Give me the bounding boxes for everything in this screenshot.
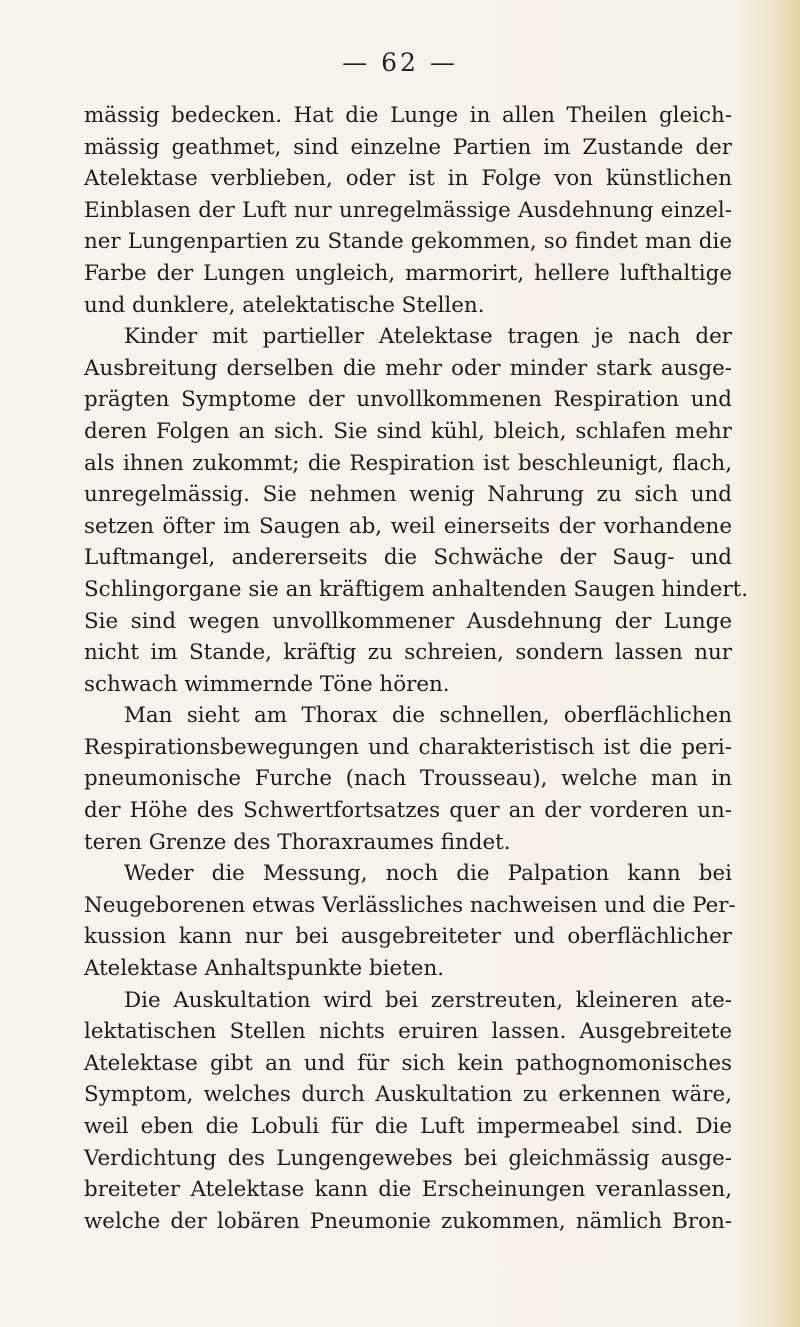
text-line: prägten Symptome der unvollkommenen Respiration und [84, 387, 732, 413]
text-line: Respirationsbewegungen und charakteristisch ist die peri- [84, 734, 732, 760]
paragraph [84, 985, 732, 1238]
page-number: — 62 — [342, 48, 458, 77]
text-line: kussion kann nur bei ausgebreiteter und oberflächlicher [84, 924, 732, 950]
text-line: mässig bedecken. Hat die Lunge in allen Theilen gleich- [84, 103, 732, 128]
text-line: deren Folgen an sich. Sie sind kühl, bleich, schlafen mehr [84, 418, 732, 444]
text-line: breiteter Atelektase kann die Erscheinungen veranlassen, [84, 1177, 732, 1203]
text-line: Verdichtung des Lungengewebes bei gleichmässig ausge- [84, 1145, 732, 1171]
text-line: Schlingorgane sie an kräftigem anhaltenden Saugen hindert. [84, 576, 749, 602]
text-line: Die Auskultation wird bei zerstreuten, kleineren ate- [124, 987, 732, 1013]
text-line: Man sieht am Thorax die schnellen, oberflächlichen [124, 703, 732, 729]
body-text [84, 100, 749, 1237]
text-line: pneumonische Furche (nach Trousseau), welche man in [84, 766, 732, 792]
text-line: Neugeborenen etwas Verlässliches nachweisen und die Per- [84, 892, 736, 918]
text-line: Atelektase verblieben, oder ist in Folge von künstlichen [84, 166, 732, 192]
text-line: Kinder mit partieller Atelektase tragen je nach der [124, 324, 732, 350]
text-line: schwach wimmernde Töne hören. [84, 671, 450, 697]
text-line: der Höhe des Schwertfortsatzes quer an der vorderen un- [84, 798, 732, 824]
text-line: lektatischen Stellen nichts eruiren lassen. Ausgebreitete [84, 1019, 732, 1045]
text-line: welche der lobären Pneumonie zukommen, nämlich Bron- [84, 1208, 732, 1234]
text-line: Farbe der Lungen ungleich, marmorirt, hellere lufthaltige [84, 260, 732, 286]
paragraph [84, 100, 732, 321]
text-line: Ausbreitung derselben die mehr oder minder stark ausge- [84, 355, 732, 381]
text-line: nicht im Stande, kräftig zu schreien, sondern lassen nur [84, 640, 732, 666]
text-line: Symptom, welches durch Auskultation zu erkennen wäre, [84, 1082, 732, 1108]
text-line: ner Lungenpartien zu Stande gekommen, so findet man die [84, 229, 732, 255]
text-line: setzen öfter im Saugen ab, weil einerseits der vorhandene [84, 513, 732, 539]
text-line: als ihnen zukommt; die Respiration ist beschleunigt, flach, [84, 450, 732, 476]
text-line: mässig geathmet, sind einzelne Partien im Zustande der [84, 134, 732, 160]
paragraph [84, 858, 736, 984]
text-line: weil eben die Lobuli für die Luft impermeabel sind. Die [84, 1114, 732, 1139]
paragraph [84, 700, 732, 858]
text-line: Atelektase Anhaltspunkte bieten. [84, 956, 445, 982]
paragraph [84, 321, 749, 700]
text-line: teren Grenze des Thoraxraumes findet. [84, 829, 511, 855]
text-line: Luftmangel, andererseits die Schwäche der Saug- und [84, 545, 732, 571]
text-line: und dunklere, atelektatische Stellen. [84, 292, 485, 318]
text-line: Weder die Messung, noch die Palpation kann bei [124, 861, 732, 887]
text-line: Sie sind wegen unvollkommener Ausdehnung der Lunge [84, 608, 732, 634]
text-line: unregelmässig. Sie nehmen wenig Nahrung zu sich und [84, 482, 732, 508]
text-line: Atelektase gibt an und für sich kein pathognomonisches [84, 1050, 732, 1076]
text-line: Einblasen der Luft nur unregelmässige Ausdehnung einzel- [84, 197, 732, 223]
